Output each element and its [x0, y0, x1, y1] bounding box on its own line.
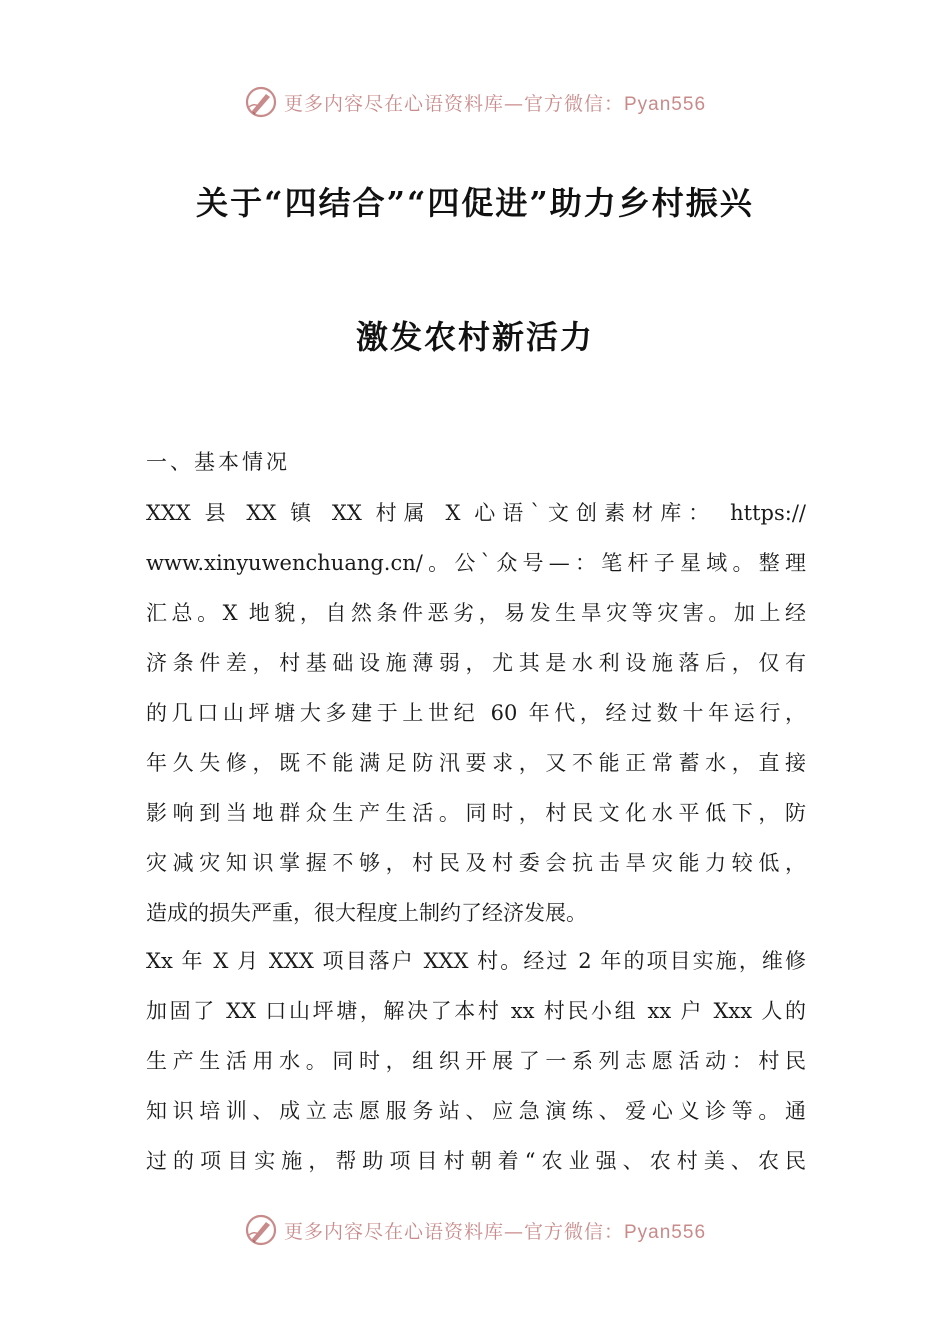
- paragraph-1: [146, 488, 806, 938]
- header-watermark: [0, 82, 950, 122]
- wechat-id: Pyan556: [624, 93, 707, 115]
- pen-circle-icon: [244, 85, 278, 119]
- text-line: 汇总。X 地貌，自然条件恶劣，易发生旱灾等灾害。加上经: [146, 601, 806, 625]
- text-line: www.xinyuwenchuang.cn/。公`众号—：笔杆子星域。整理: [146, 551, 806, 575]
- document-title-line-2: 激发农村新活力: [355, 318, 594, 356]
- document-title-line-1: 关于“四结合”“四促进”助力乡村振兴: [196, 184, 754, 222]
- watermark-text: [284, 89, 706, 116]
- text-line: 知识培训、成立志愿服务站、应急演练、爱心义诊等。通: [146, 1099, 806, 1123]
- text-line: 济条件差，村基础设施薄弱，尤其是水利设施落后，仅有: [146, 651, 806, 675]
- text-line: 生产生活用水。同时，组织开展了一系列志愿活动：村民: [146, 1049, 806, 1073]
- text-line: 加固了 XX 口山坪塘，解决了本村 xx 村民小组 xx 户 Xxx 人的: [146, 999, 806, 1023]
- text-line: 造成的损失严重，很大程度上制约了经济发展。: [146, 901, 587, 925]
- text-line: 过的项目实施，帮助项目村朝着“农业强、农村美、农民: [146, 1149, 806, 1173]
- watermark-text: [284, 1217, 706, 1244]
- text-line: 影响到当地群众生产生活。同时，村民文化水平低下，防: [146, 801, 806, 825]
- text-line: XXX 县 XX 镇 XX 村属 X 心语`文创素材库： https://: [146, 501, 806, 525]
- watermark-label: 更多内容尽在心语资料库—官方微信：: [283, 92, 624, 115]
- wechat-id: Pyan556: [624, 1221, 707, 1243]
- text-line: 年久失修，既不能满足防汛要求，又不能正常蓄水，直接: [146, 751, 806, 775]
- section-heading: 一、基本情况: [146, 450, 290, 474]
- text-line: 的几口山坪塘大多建于上世纪 60 年代，经过数十年运行，: [146, 701, 806, 725]
- footer-watermark: [0, 1210, 950, 1250]
- watermark-label: 更多内容尽在心语资料库—官方微信：: [283, 1220, 624, 1243]
- paragraph-2: [146, 936, 806, 1186]
- text-line: 灾减灾知识掌握不够，村民及村委会抗击旱灾能力较低，: [146, 851, 806, 875]
- pen-circle-icon: [244, 1213, 278, 1247]
- text-line: Xx 年 X 月 XXX 项目落户 XXX 村。经过 2 年的项目实施，维修: [146, 949, 806, 973]
